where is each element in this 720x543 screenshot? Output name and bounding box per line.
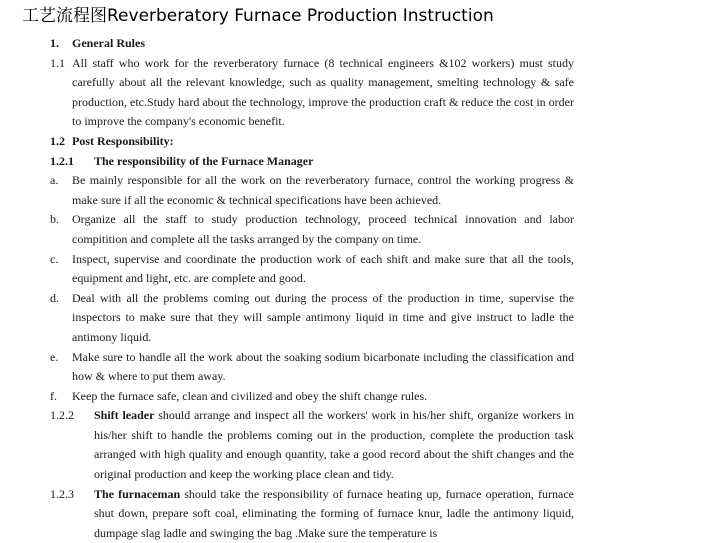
paragraph-text: All staff who work for the reverberatory furnace (8 technical engineers &102 workers) must study carefully about all the relevant knowledge, such as quality management, smelting technology & safe production, etc.Study hard about the technology, improve the production craft & reduce the cost in order to improve the company's economic benefit. [72, 55, 574, 129]
list-item-label: e. [50, 349, 59, 364]
list-item-text: Deal with all the problems coming out during the process of the production in time, supervise the inspectors to make sure that they will sample antimony liquid in time and give instruct to ladle the antimony liquid. [72, 290, 574, 344]
section-general-rules [0, 34, 720, 54]
subsection-number: 1.2.1 [50, 153, 74, 168]
document-body [0, 34, 720, 540]
subsection-furnaceman [0, 485, 720, 543]
list-item [0, 348, 720, 387]
list-item-text: Keep the furnace safe, clean and civilized and obey the shift change rules. [72, 388, 428, 403]
list-item [0, 289, 720, 348]
paragraph-number: 1.1 [50, 55, 65, 70]
list-item-label: b. [50, 212, 59, 227]
subsection-furnace-manager [0, 152, 720, 172]
list-item [0, 171, 720, 210]
list-item-label: f. [50, 388, 57, 403]
section-heading: General Rules [72, 36, 145, 50]
furnaceman-description: should take the responsibility of furnace heating up, furnace operation, furnace shut down, prepare soft coal, eliminating the forming of furnace knur, ladle the antimony liquid, dumpage slag ladle and swinging the bag .Make sure the temperature is [94, 486, 574, 540]
section-heading: Post Responsibility: [72, 133, 174, 148]
list-item-text: Inspect, supervise and coordinate the production work of each shift and make sure that all the tools, equipment and light, etc. are complete and good. [72, 251, 574, 286]
list-item-label: d. [50, 290, 59, 305]
section-number: 1.2 [50, 133, 65, 148]
subsection-shift-leader [0, 406, 720, 484]
subsection-text [94, 485, 574, 543]
page-title: 工艺流程图Reverberatory Furnace Production Instruction [22, 6, 494, 26]
paragraph-1-1 [0, 54, 720, 132]
list-item [0, 250, 720, 289]
list-item [0, 387, 720, 407]
term-furnaceman: The furnaceman [94, 486, 181, 501]
shift-leader-description: should arrange and inspect all the workers' work in his/her shift, organize workers in his/her shift to handle the problems coming out in the production, complete the production task arranged with high quality and enough quantity, take a good record about the shift changes and the original production and keep the working place clean and tidy. [94, 408, 574, 482]
list-item-text: Be mainly responsible for all the work on the reverberatory furnace, control the working progress & make sure if all the economic & technical specifications have been achieved. [72, 173, 574, 207]
subsection-number: 1.2.3 [50, 486, 74, 501]
subsection-number: 1.2.2 [50, 408, 74, 423]
subsection-heading: The responsibility of the Furnace Manager [94, 153, 314, 168]
term-shift-leader: Shift leader [94, 408, 155, 423]
list-item-text: Organize all the staff to study production technology, proceed technical innovation and labor compitition and complete all the tasks arranged by the company on time. [72, 212, 574, 246]
list-item-label: a. [50, 173, 59, 188]
list-item-label: c. [50, 251, 59, 266]
section-number: 1. [50, 36, 59, 50]
list-item-text: Make sure to handle all the work about the soaking sodium bicarbonate including the classification and how & where to put them away. [72, 349, 574, 384]
section-post-responsibility [0, 132, 720, 152]
list-item [0, 210, 720, 249]
subsection-text [94, 406, 574, 484]
